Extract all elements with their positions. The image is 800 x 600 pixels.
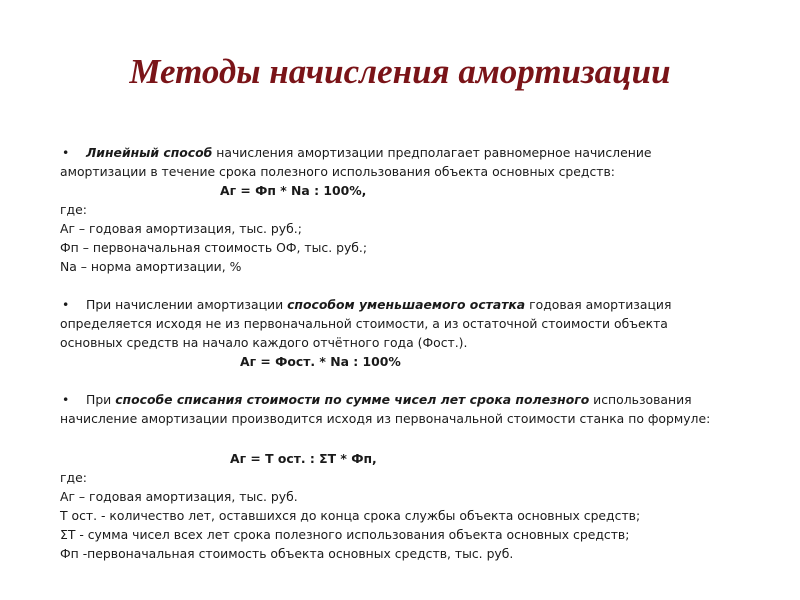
- section2-formula: Аг = Фост. * Nа : 100%: [240, 354, 401, 369]
- section1-where: где:: [60, 202, 87, 217]
- section3-line1: [60, 390, 795, 409]
- section2-prefix: При начислении амортизации: [86, 297, 288, 312]
- section2-suffix: годовая амортизация: [525, 297, 672, 312]
- section1-text: начисления амортизации предполагает равномерное начисление: [212, 145, 652, 160]
- section3-where: где:: [60, 470, 87, 485]
- bullet-icon: •: [62, 297, 70, 312]
- section1-emphasis: Линейный способ: [86, 145, 213, 160]
- spacer: [60, 276, 795, 295]
- slide-title: Методы начисления амортизации: [129, 52, 671, 91]
- section3-prefix: При: [86, 392, 116, 407]
- section3-line2: начисление амортизации производится исходя из первоначальной стоимости станка по формуле:: [60, 411, 711, 426]
- section2-emphasis: способом уменьшаемого остатка: [287, 297, 526, 312]
- section3-def-1: Аг – годовая амортизация, тыс. руб.: [60, 489, 298, 504]
- section2-line2: определяется исходя не из первоначальной стоимости, а из остаточной стоимости объекта: [60, 316, 668, 331]
- section2-line3: основных средств на начало каждого отчётного года (Фост.).: [60, 335, 468, 350]
- slide-body: [60, 143, 795, 563]
- section3-def-2: Т ост. - количество лет, оставшихся до конца срока службы объекта основных средств;: [60, 508, 641, 523]
- bullet-icon: •: [62, 392, 70, 407]
- section1-def-2: Фп – первоначальная стоимость ОФ, тыс. руб.;: [60, 240, 368, 255]
- section3-def-3: ΣТ - сумма чисел всех лет срока полезного использования объекта основных средств;: [60, 527, 630, 542]
- spacer: [60, 371, 795, 390]
- section3-emphasis: способе списания стоимости по сумме чисел лет срока полезного: [115, 392, 590, 407]
- bullet-icon: •: [62, 145, 70, 160]
- section3-def-4: Фп -первоначальная стоимость объекта основных средств, тыс. руб.: [60, 546, 514, 561]
- spacer: [60, 428, 795, 449]
- section1-line2: амортизации в течение срока полезного использования объекта основных средств:: [60, 164, 615, 179]
- section1-def-1: Аг – годовая амортизация, тыс. руб.;: [60, 221, 302, 236]
- section1-formula: Аг = Фп * Nа : 100%,: [220, 183, 367, 198]
- section2-line1: [60, 295, 795, 314]
- section3-formula: Аг = Т ост. : ΣТ * Фп,: [230, 451, 377, 466]
- section1-def-3: Nа – норма амортизации, %: [60, 259, 242, 274]
- section3-suffix: использования: [589, 392, 692, 407]
- section1-line1: [60, 143, 795, 162]
